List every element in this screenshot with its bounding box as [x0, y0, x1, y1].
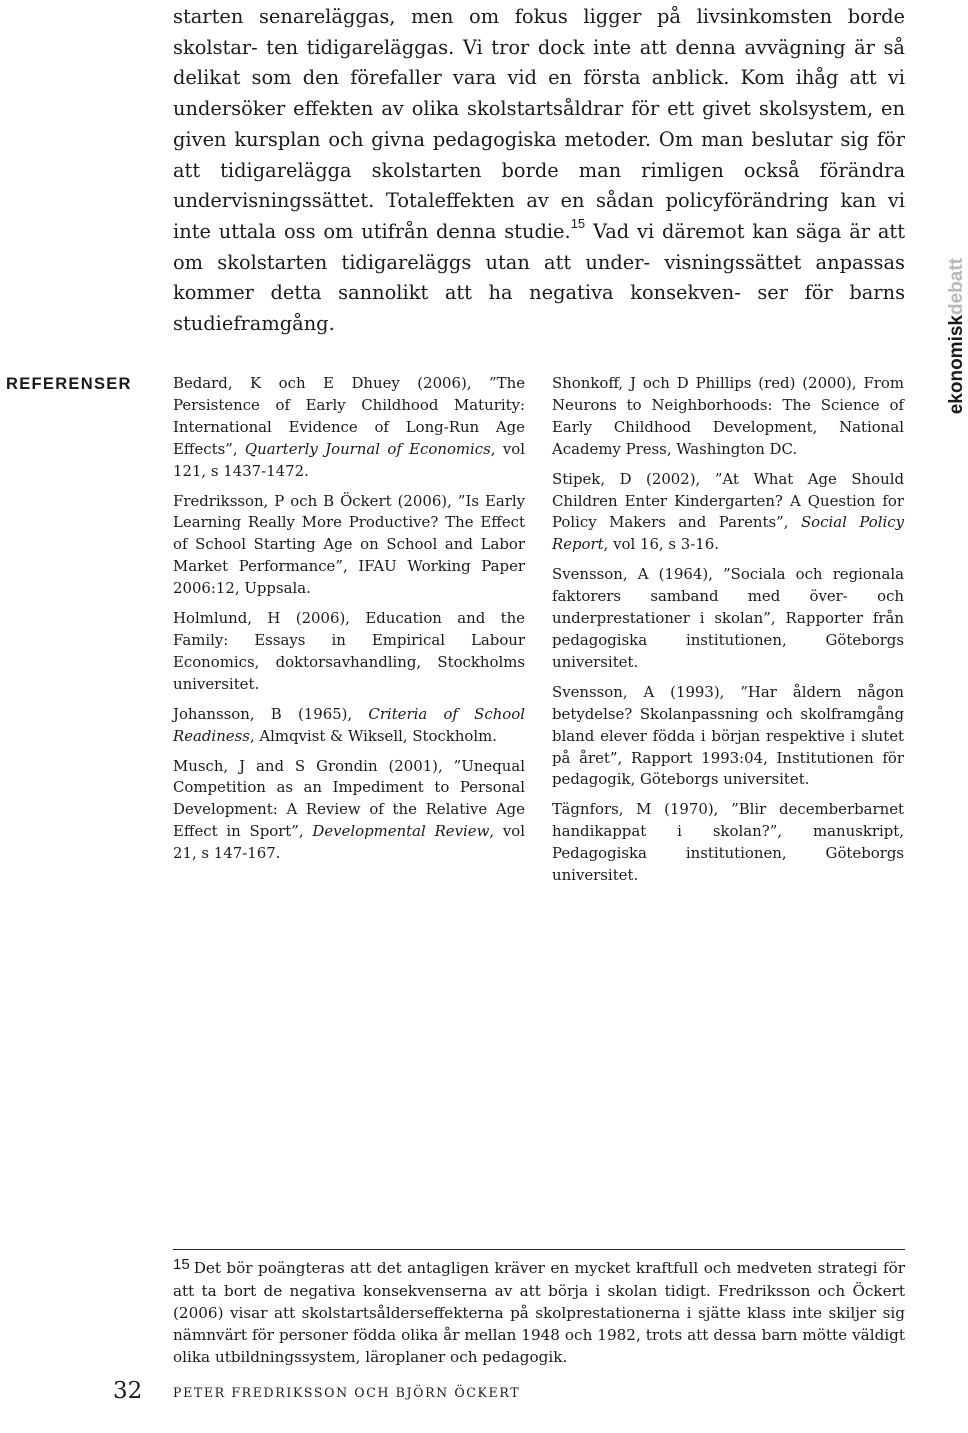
footnote-divider: [173, 1249, 905, 1250]
footnote: [173, 1257, 905, 1368]
journal-label-part1: ekonomisk: [946, 315, 967, 415]
reference-item: Tägnfors, M (1970), ”Blir decemberbarnet handikappat i skolan?”, manuskript, Pedagogiska institutionen, Göteborgs universitet.: [552, 800, 904, 885]
running-footer-authors: PETER FREDRIKSSON OCH BJÖRN ÖCKERT: [173, 1385, 521, 1400]
references-column-left: [173, 373, 525, 873]
reference-item: Fredriksson, P och B Öckert (2006), ”Is Early Learning Really More Productive? The Effect of School Starting Age on School and Labor Market Performance”, IFAU Working Paper 2006:12, Uppsala.: [173, 491, 525, 598]
reference-item: Svensson, A (1964), ”Sociala och regionala faktorers samband med över- och underprestationer i skolan”, Rapporter från pedagogiska institutionen, Göteborgs universitet.: [552, 565, 904, 671]
reference-item: Musch, J and S Grondin (2001), ”Unequal Competition as an Impediment to Personal Development: A Review of the Relative Age Effect in Sport”, Developmental Review, vol 21, s 147-167.: [173, 756, 525, 863]
body-line: starten senareläggas, men om fokus ligger på livsinkomsten borde skolstar-: [173, 5, 905, 59]
journal-side-label: [946, 258, 968, 414]
reference-item: Shonkoff, J och D Phillips (red) (2000), From Neurons to Neighborhoods: The Science of Early Childhood Development, National Academy Press, Washington DC.: [552, 374, 904, 458]
reference-item: Bedard, K och E Dhuey (2006), ”The Persistence of Early Childhood Maturity: International Evidence of Long-Run Age Effects”, Quarterly Journal of Economics, vol 121, s 1437-1472.: [173, 374, 525, 480]
page-number: 32: [113, 1378, 143, 1404]
body-line: ser för barns studieframgång.: [173, 281, 906, 336]
reference-item: Stipek, D (2002), ”At What Age Should Children Enter Kindergarten? A Question for Policy Makers and Parents”, Social Policy Report, vol 16, s 3-16.: [552, 469, 904, 554]
main-body-text: [173, 2, 905, 340]
reference-item: Johansson, B (1965), Criteria of School Readiness, Almqvist & Wiksell, Stockholm.: [173, 704, 525, 745]
body-line: borde man rimligen också förändra undervisningssättet. Totaleffekten av: [173, 158, 905, 213]
body-line: visningssättet anpassas kommer detta sannolikt att ha negativa konsekven-: [173, 250, 905, 305]
footnote-number: 15: [173, 1256, 190, 1273]
body-line: Vad vi däremot kan säga är att om skolstarten tidigareläggs utan att under-: [173, 219, 905, 274]
journal-label-part2: debatt: [946, 258, 967, 315]
body-line: pedagogiska metoder. Om man beslutar sig för att tidigarelägga skolstarten: [173, 127, 905, 182]
body-line: den förefaller vara vid en första anblick. Kom ihåg att vi undersöker effekten: [173, 66, 905, 121]
references-heading: REFERENSER: [6, 375, 132, 393]
footnote-text: Det bör poängteras att det antagligen kräver en mycket kraftfull och medveten strategi för att ta bort de negativa konsekvenserna av att börja i skolan tidigt. Fredriksson och Öckert (2006) visar att skolstartsålderseffekterna på skolprestationerna i sjätte klass inte skiljer sig nämnvärt för personer födda olika år mellan 1948 och 1982, trots att dessa barn mötte väldigt olika utbildningssystem, läroplaner och pedagogik.: [173, 1259, 905, 1366]
footnote-marker[interactable]: 15: [570, 216, 586, 232]
reference-item: Holmlund, H (2006), Education and the Family: Essays in Empirical Labour Economics, doktorsavhandling, Stockholms universitet.: [173, 609, 525, 693]
body-paragraph: [173, 2, 905, 340]
body-line: en sådan policyförändring kan vi inte uttala oss om utifrån denna studie.: [173, 189, 905, 243]
references-column-right: [552, 373, 904, 895]
body-line: av olika skolstartsåldrar för ett givet skolsystem, en given kursplan och givna: [173, 97, 906, 151]
body-line: ten tidigareläggas. Vi tror dock inte att denna avvägning är så delikat som: [173, 35, 905, 90]
reference-item: Svensson, A (1993), ”Har åldern någon betydelse? Skolanpassning och skolframgång bland elever födda i början respektive i slutet på året”, Rapport 1993:04, Institutionen för pedagogik, Göteborgs universitet.: [552, 682, 904, 789]
